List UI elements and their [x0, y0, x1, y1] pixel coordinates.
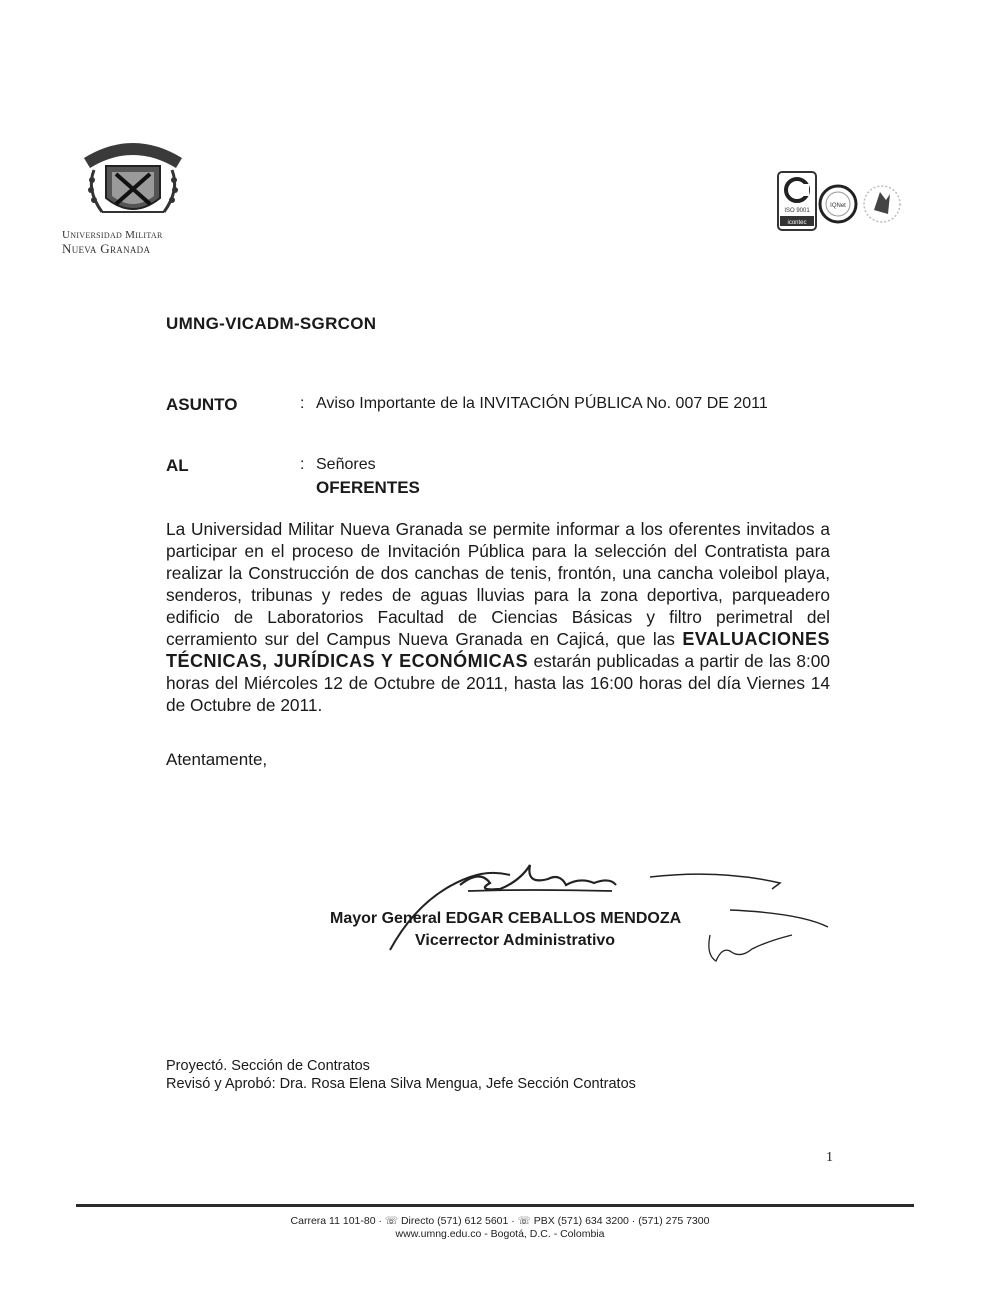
signer-title: Vicerrector Administrativo — [415, 932, 616, 949]
body-text-part1: La Universidad Militar Nueva Granada se permite informar a los oferentes invitados a participar en el proceso de Invitación Pública para la selección del Contratista para realizar la Construcción de dos canchas de tenis, frontón, una cancha voleibol playa, senderos, tribunas y redes de aguas lluvias para la zona deportiva, parqueadero edificio de Laboratorios Facultad de Ciencias Básicas y filtro perimetral del cerramiento sur del Campus Nueva Granada en Cajicá, que las — [166, 519, 830, 649]
university-name-line2: Nueva Granada — [62, 241, 151, 256]
cert-icontec-label: icontec — [787, 220, 807, 226]
al-value-recipient: OFERENTES — [316, 478, 420, 497]
proyecto-line: Proyectó. Sección de Contratos — [166, 1058, 370, 1074]
footer-contact — [0, 1215, 1000, 1241]
icontec-certification-icon — [778, 172, 816, 230]
footer-website: www.umng.edu.co - Bogotá, D.C. - Colombia — [395, 1228, 605, 1240]
university-name-line1: Universidad Militar — [62, 229, 163, 241]
al-colon: : — [300, 456, 305, 473]
closing-salutation: Atentamente, — [166, 750, 268, 769]
signer-name: Mayor General EDGAR CEBALLOS MENDOZA — [330, 910, 682, 927]
cert-iso-label: ISO 9001 — [784, 208, 810, 214]
body-text-part2: estarán publicadas a partir de las 8:00 horas del Miércoles 12 de Octubre de 2011, hasta las 16:00 horas del día Viernes 14 de Octubre de 2011. — [166, 651, 830, 715]
university-crest-icon — [72, 128, 194, 228]
university-name — [62, 228, 202, 256]
al-value-salutation: Señores — [316, 456, 376, 473]
cert-iqnet-label: IQNet — [830, 203, 846, 209]
university-logo — [62, 128, 202, 256]
document-reference: UMNG-VICADM-SGRCON — [166, 314, 377, 333]
page-number: 1 — [826, 1150, 833, 1165]
reviso-line: Revisó y Aprobó: Dra. Rosa Elena Silva Mengua, Jefe Sección Contratos — [166, 1076, 636, 1092]
body-paragraph — [166, 518, 830, 716]
asunto-label: ASUNTO — [166, 395, 238, 414]
asunto-colon: : — [300, 395, 305, 412]
iqnet-certification-icon — [820, 186, 856, 222]
body-text-bold: EVALUACIONES TÉCNICAS, JURÍDICAS Y ECONÓMICAS — [166, 629, 830, 671]
footer-divider — [76, 1204, 914, 1207]
al-label: AL — [166, 456, 189, 475]
asunto-value: Aviso Importante de la INVITACIÓN PÚBLICA No. 007 DE 2011 — [316, 395, 768, 412]
certification-logos — [776, 170, 916, 240]
drafting-notes — [166, 1057, 636, 1093]
colombia-seal-icon — [864, 186, 900, 222]
footer-address: Carrera 11 101-80 · ☏ Directo (571) 612 5601 · ☏ PBX (571) 634 3200 · (571) 275 7300 — [290, 1215, 710, 1227]
